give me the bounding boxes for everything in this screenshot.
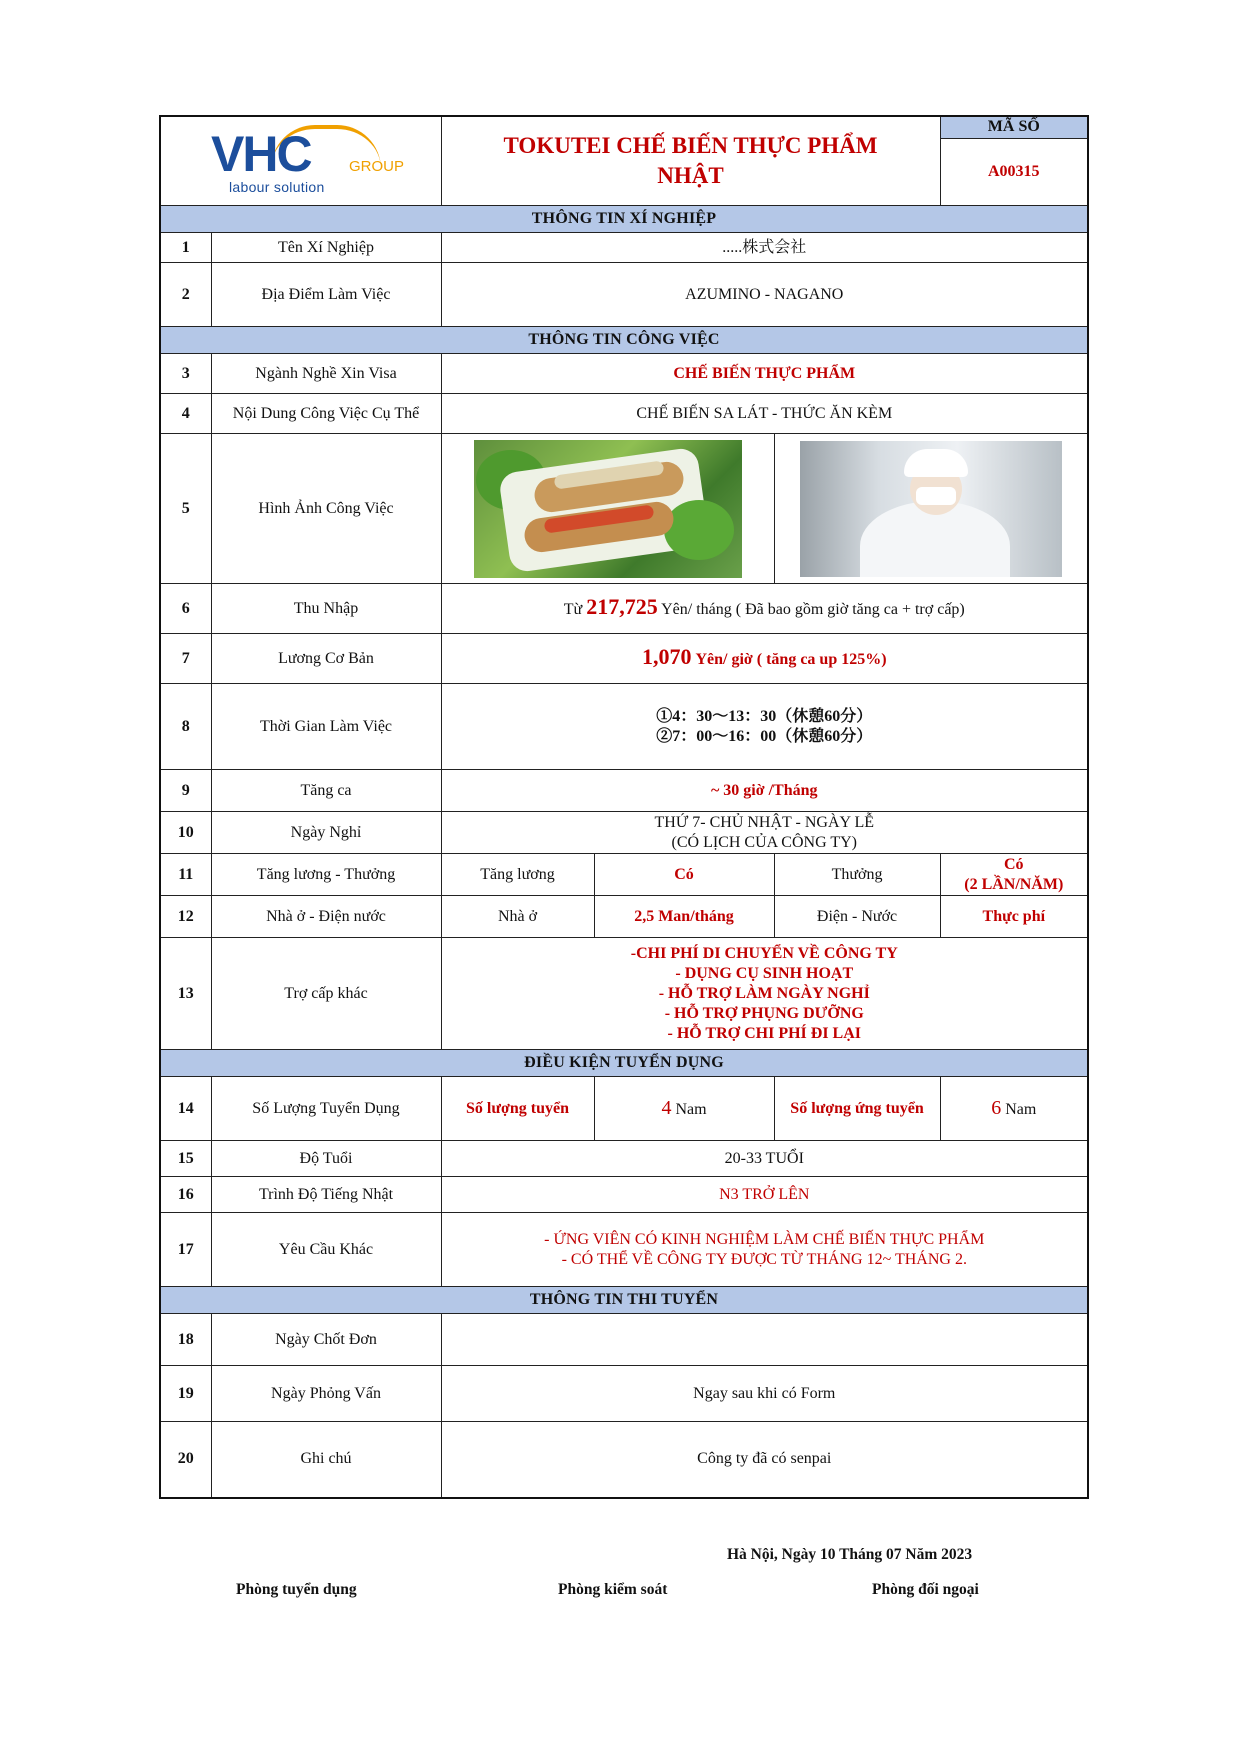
- job-image-food-cell: [441, 434, 774, 584]
- row-number: 20: [160, 1422, 211, 1498]
- row-number: 19: [160, 1366, 211, 1422]
- shift-2: ②7：00～16：00（休憩60分）: [656, 727, 873, 745]
- overtime: ~ 30 giờ /Tháng: [441, 770, 1088, 812]
- row-number: 4: [160, 394, 211, 434]
- working-hours: [441, 684, 1088, 770]
- dept-control: Phòng kiểm soát: [558, 1581, 668, 1598]
- row-label: Trợ cấp khác: [211, 938, 441, 1050]
- table-row: [160, 812, 1088, 854]
- row-number: 9: [160, 770, 211, 812]
- allowance-item: - HỖ TRỢ PHỤNG DƯỠNG: [664, 1004, 864, 1022]
- table-row: [160, 1177, 1088, 1213]
- apply-count: 6: [991, 1096, 1002, 1119]
- interview-date: Ngay sau khi có Form: [441, 1366, 1088, 1422]
- table-row: [160, 354, 1088, 394]
- table-row: [160, 1077, 1088, 1141]
- row-label: Ngày Nghỉ: [211, 812, 441, 854]
- job-image-chef-cell: [774, 434, 1088, 584]
- section-requirements: ĐIỀU KIỆN TUYỂN DỤNG: [160, 1050, 1088, 1077]
- utilities-value: Thực phí: [940, 896, 1088, 938]
- visa-field: CHẾ BIẾN THỰC PHẨM: [441, 354, 1088, 394]
- row-label: Độ Tuổi: [211, 1141, 441, 1177]
- table-row: [160, 1314, 1088, 1366]
- dept-external: Phòng đối ngoại: [872, 1581, 979, 1598]
- bonus-value: Có (2 LẦN/NĂM): [940, 854, 1088, 896]
- notes: Công ty đã có senpai: [441, 1422, 1088, 1498]
- row-label: Tăng ca: [211, 770, 441, 812]
- code-value: A00315: [940, 138, 1088, 205]
- row-number: 15: [160, 1141, 211, 1177]
- table-row: [160, 770, 1088, 812]
- housing-value: 2,5 Man/tháng: [594, 896, 774, 938]
- row-label: Ngày Phỏng Vấn: [211, 1366, 441, 1422]
- raise-label: Tăng lương: [441, 854, 594, 896]
- section-job: THÔNG TIN CÔNG VIỆC: [160, 327, 1088, 354]
- income-value: Từ 217,725 Yên/ tháng ( Đã bao gồm giờ tăng ca + trợ cấp): [441, 584, 1088, 634]
- table-row: [160, 634, 1088, 684]
- allowance-item: - HỖ TRỢ CHI PHÍ ĐI LẠI: [667, 1024, 862, 1042]
- allowance-item: - HỖ TRỢ LÀM NGÀY NGHỈ: [658, 984, 870, 1002]
- row-number: 18: [160, 1314, 211, 1366]
- hire-value: 4 Nam: [594, 1077, 774, 1141]
- apply-label: Số lượng ứng tuyển: [774, 1077, 940, 1141]
- row-number: 16: [160, 1177, 211, 1213]
- hire-label: Số lượng tuyển: [441, 1077, 594, 1141]
- row-number: 13: [160, 938, 211, 1050]
- row-label: Thu Nhập: [211, 584, 441, 634]
- row-label: Ngành Nghề Xin Visa: [211, 354, 441, 394]
- row-label: Thời Gian Làm Việc: [211, 684, 441, 770]
- row-label: Ngày Chốt Đơn: [211, 1314, 441, 1366]
- logo: [160, 116, 441, 206]
- logo-group: GROUP: [349, 158, 405, 175]
- dept-recruitment: Phòng tuyển dụng: [236, 1581, 357, 1598]
- utilities-label: Điện - Nước: [774, 896, 940, 938]
- table-row: [160, 1213, 1088, 1287]
- row-number: 8: [160, 684, 211, 770]
- row-number: 7: [160, 634, 211, 684]
- row-number: 3: [160, 354, 211, 394]
- row-number: 11: [160, 854, 211, 896]
- other-allowances: [441, 938, 1088, 1050]
- row-number: 12: [160, 896, 211, 938]
- title-line-2: NHẬT: [657, 163, 724, 188]
- chef-worker-image: [800, 441, 1062, 577]
- footer-date: Hà Nội, Ngày 10 Tháng 07 Năm 2023: [727, 1546, 973, 1563]
- japanese-level: N3 TRỞ LÊN: [441, 1177, 1088, 1213]
- table-row: [160, 1366, 1088, 1422]
- code-label: MÃ SỐ: [940, 116, 1088, 138]
- table-row: [160, 233, 1088, 263]
- row-number: 6: [160, 584, 211, 634]
- work-location: AZUMINO - NAGANO: [441, 263, 1088, 327]
- logo-subtitle: labour solution: [229, 179, 325, 195]
- job-order-document: [159, 115, 1087, 1499]
- table-row: [160, 896, 1088, 938]
- row-label: Trình Độ Tiếng Nhật: [211, 1177, 441, 1213]
- company-name: .....株式会社: [441, 233, 1088, 263]
- table-row: [160, 854, 1088, 896]
- table-row: [160, 684, 1088, 770]
- other-requirements: - ỨNG VIÊN CÓ KINH NGHIỆM LÀM CHẾ BIẾN THỰC PHẨM - CÓ THỂ VỀ CÔNG TY ĐƯỢC TỪ THÁNG 12~ THÁNG 2.: [441, 1213, 1088, 1287]
- table-row: [160, 394, 1088, 434]
- deadline: [441, 1314, 1088, 1366]
- job-order-table: [159, 115, 1089, 1499]
- row-label: Hình Ảnh Công Việc: [211, 434, 441, 584]
- bonus-label: Thưởng: [774, 854, 940, 896]
- age-range: 20-33 TUỔI: [441, 1141, 1088, 1177]
- row-label: Lương Cơ Bản: [211, 634, 441, 684]
- section-company: THÔNG TIN XÍ NGHIỆP: [160, 206, 1088, 233]
- housing-label: Nhà ở: [441, 896, 594, 938]
- row-label: Số Lượng Tuyển Dụng: [211, 1077, 441, 1141]
- row-number: 2: [160, 263, 211, 327]
- table-row: [160, 434, 1088, 584]
- row-label: Nhà ở - Điện nước: [211, 896, 441, 938]
- wage-amount: 1,070: [641, 644, 692, 669]
- section-exam: THÔNG TIN THI TUYỂN: [160, 1287, 1088, 1314]
- row-label: Địa Điểm Làm Việc: [211, 263, 441, 327]
- logo-text: VHC: [211, 126, 311, 182]
- row-number: 17: [160, 1213, 211, 1287]
- row-number: 1: [160, 233, 211, 263]
- document-title: [441, 116, 940, 206]
- row-number: 5: [160, 434, 211, 584]
- table-row: [160, 263, 1088, 327]
- row-label: Ghi chú: [211, 1422, 441, 1498]
- allowance-item: - DỤNG CỤ SINH HOẠT: [675, 964, 854, 982]
- income-amount: 217,725: [586, 594, 658, 619]
- table-row: [160, 584, 1088, 634]
- shift-1: ①4：30～13：30（休憩60分）: [656, 707, 873, 725]
- days-off: THỨ 7- CHỦ NHẬT - NGÀY LỄ (CÓ LỊCH CỦA CÔNG TY): [441, 812, 1088, 854]
- apply-value: 6 Nam: [940, 1077, 1088, 1141]
- table-row: [160, 1141, 1088, 1177]
- row-label: Tăng lương - Thưởng: [211, 854, 441, 896]
- allowance-item: -CHI PHÍ DI CHUYỂN VỀ CÔNG TY: [630, 944, 898, 962]
- row-label: Yêu Cầu Khác: [211, 1213, 441, 1287]
- job-description: CHẾ BIẾN SA LÁT - THỨC ĂN KÈM: [441, 394, 1088, 434]
- table-row: [160, 938, 1088, 1050]
- row-number: 10: [160, 812, 211, 854]
- hire-count: 4: [661, 1096, 672, 1119]
- raise-value: Có: [594, 854, 774, 896]
- row-number: 14: [160, 1077, 211, 1141]
- row-label: Tên Xí Nghiệp: [211, 233, 441, 263]
- table-row: [160, 1422, 1088, 1498]
- row-label: Nội Dung Công Việc Cụ Thể: [211, 394, 441, 434]
- food-salad-image: [474, 440, 742, 578]
- title-line-1: TOKUTEI CHẾ BIẾN THỰC PHẨM: [503, 133, 878, 158]
- basic-wage: 1,070 Yên/ giờ ( tăng ca up 125%): [441, 634, 1088, 684]
